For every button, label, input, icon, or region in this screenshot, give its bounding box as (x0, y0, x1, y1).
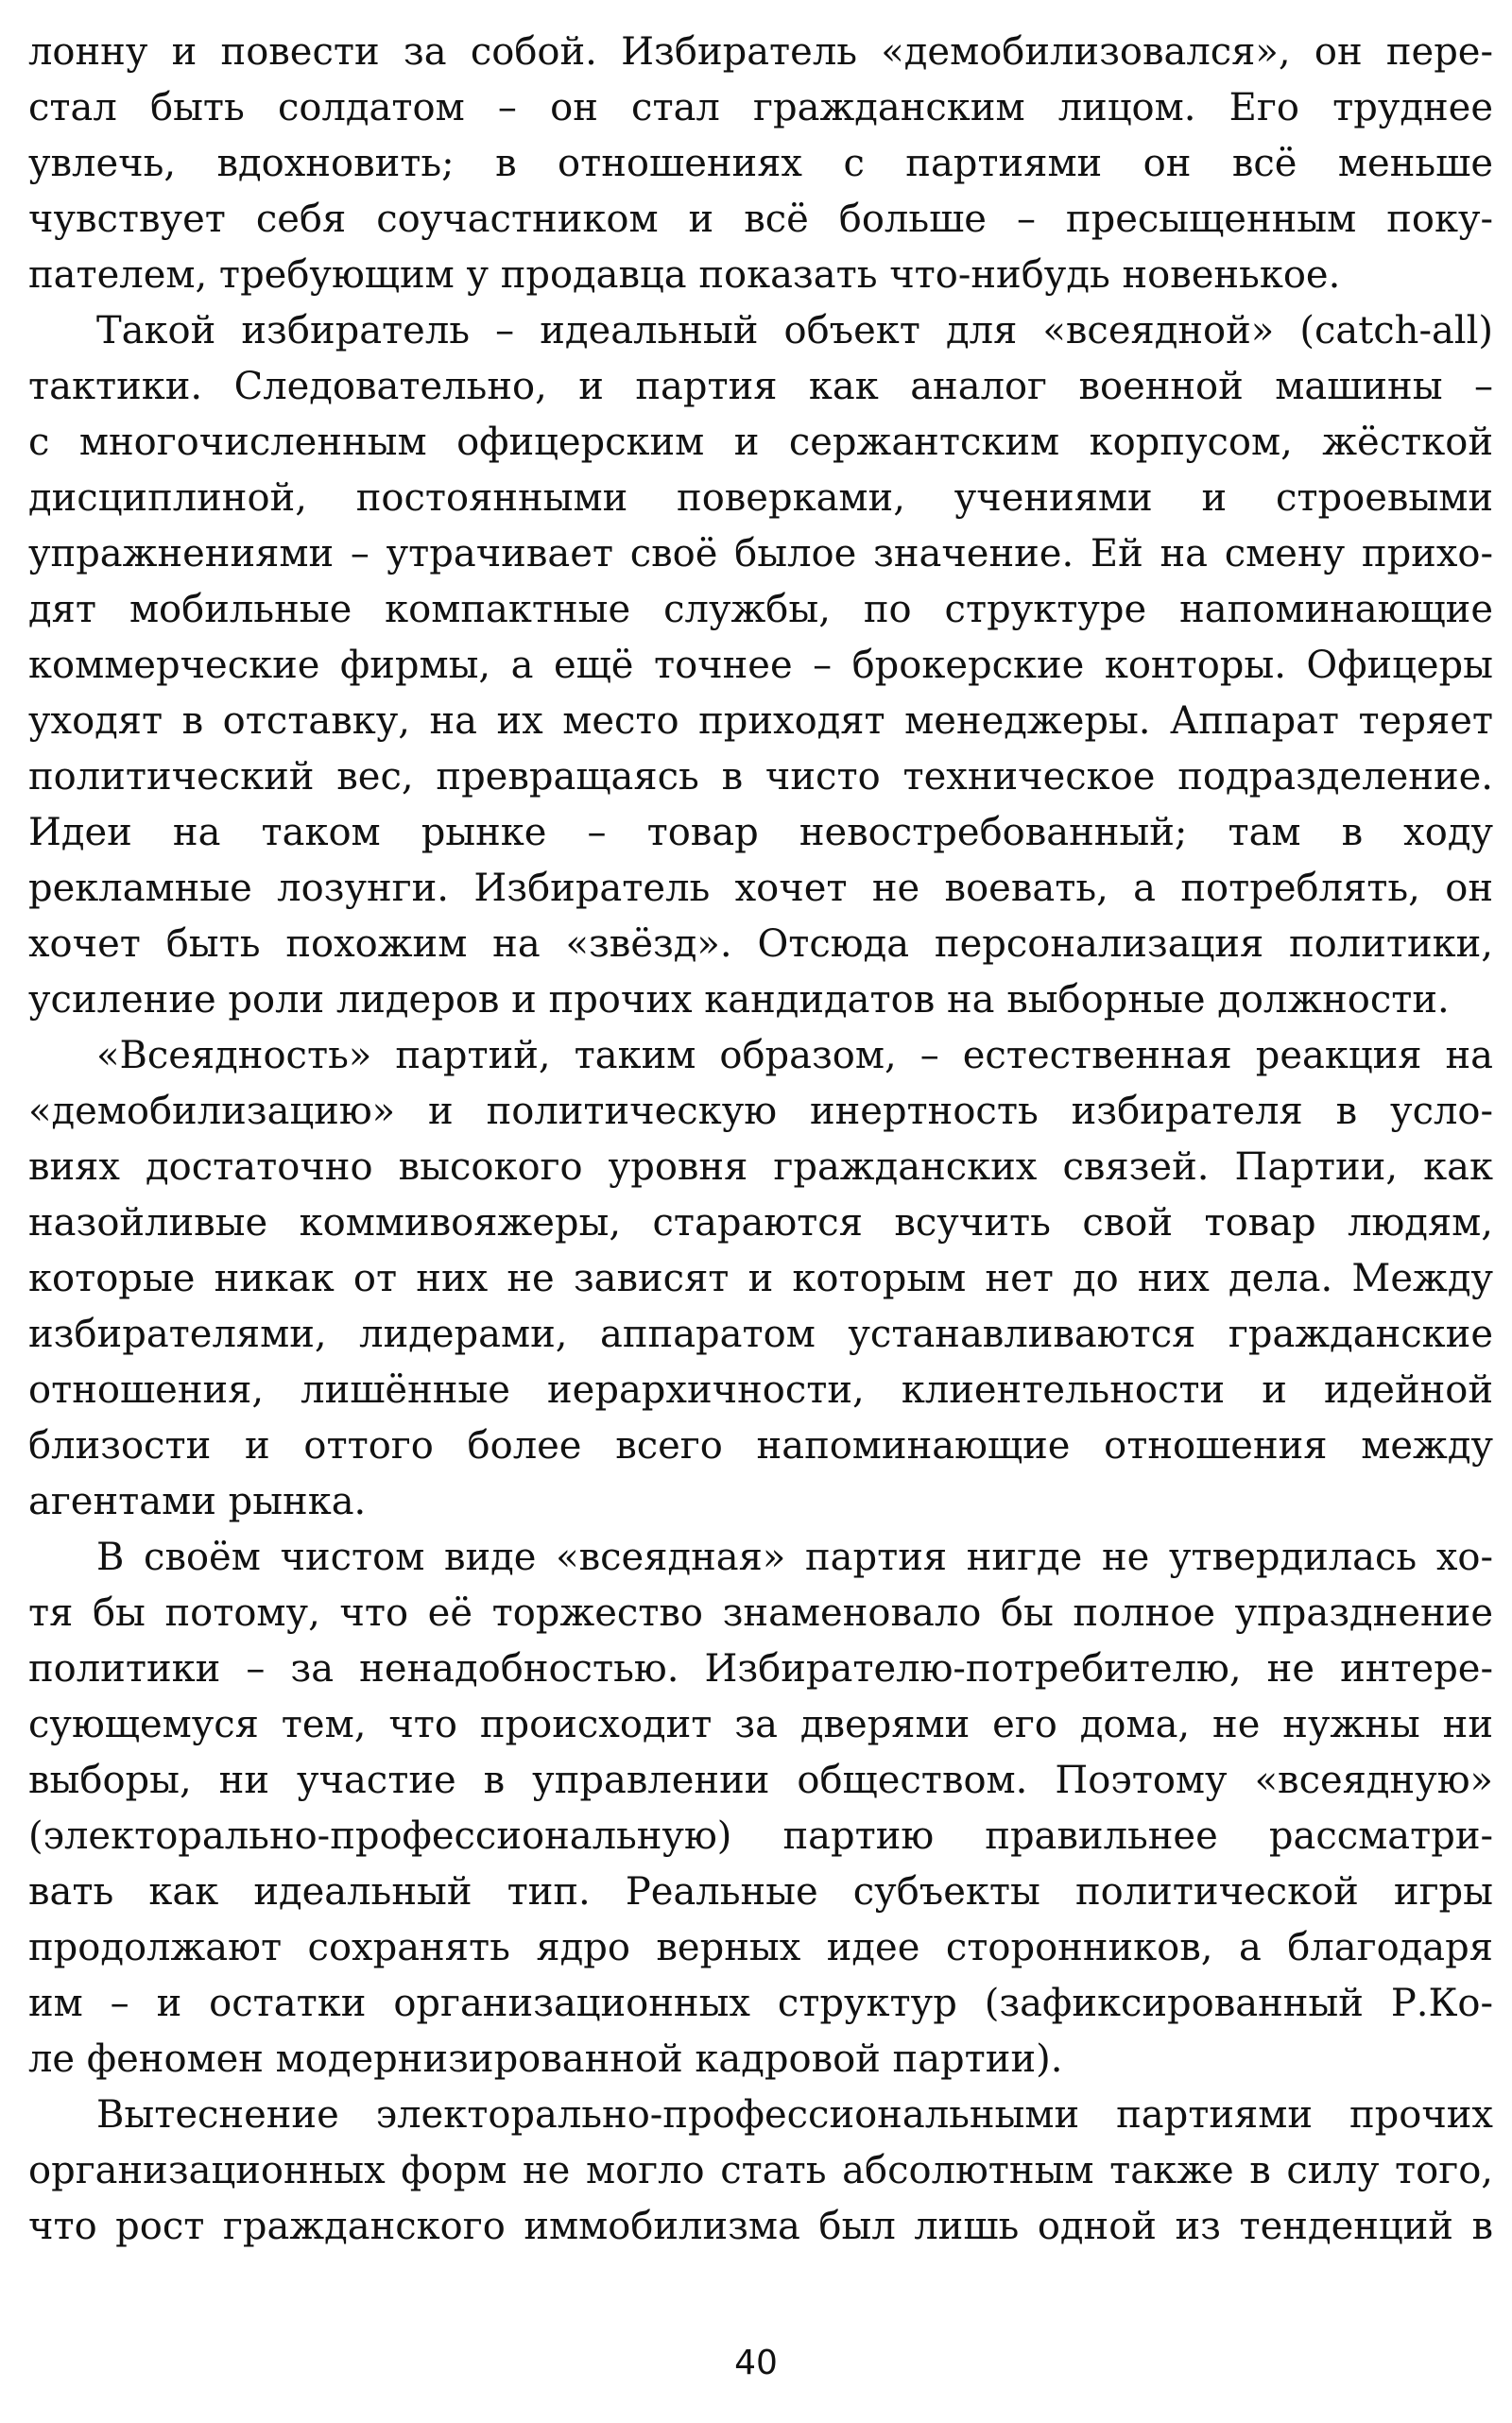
page-body (28, 25, 1493, 2311)
paragraph (28, 303, 1493, 1028)
text-line: организационных форм не могло стать абсолютным также в силу того, (28, 2149, 1493, 2192)
text-line: чувствует себя соучастником и всё больше – пресыщенным поку- (28, 198, 1493, 241)
text-line: Вытеснение электорально-профессиональными партиями прочих (96, 2093, 1493, 2137)
text-line: «демобилизацию» и политическую инертность избирателя в усло- (28, 1090, 1493, 1133)
text-line: увлечь, вдохновить; в отношениях с партиями он всё меньше (28, 142, 1493, 185)
text-line: (электорально-профессиональную) партию правильнее рассматри- (28, 1814, 1493, 1858)
text-line: «Всеядность» партий, таким образом, – естественная реакция на (96, 1034, 1493, 1077)
text-line: политики – за ненадобностью. Избирателю-потребителю, не интере- (28, 1647, 1493, 1691)
text-line: Идеи на таком рынке – товар невостребованный; там в ходу (28, 811, 1493, 854)
text-line: вать как идеальный тип. Реальные субъекты политической игры (28, 1870, 1493, 1914)
text-line: назойливые коммивояжеры, стараются всучить свой товар людям, (28, 1201, 1493, 1245)
page-number: 40 (734, 2344, 778, 2382)
text-line: дисциплиной, постоянными поверками, учениями и строевыми (28, 476, 1493, 520)
text-line: избирателями, лидерами, аппаратом устанавливаются гражданские (28, 1313, 1493, 1356)
text-line: тя бы потому, что её торжество знаменовало бы полное упразднение (28, 1591, 1493, 1635)
text-line: Такой избиратель – идеальный объект для «всеядной» (catch-all) (96, 309, 1493, 352)
text-line: продолжают сохранять ядро верных идее сторонников, а благодаря (28, 1926, 1493, 1969)
text-line: что рост гражданского иммобилизма был лишь одной из тенденций в (28, 2205, 1493, 2248)
text-line: уходят в отставку, на их место приходят менеджеры. Аппарат теряет (28, 699, 1493, 743)
text-line: В своём чистом виде «всеядная» партия нигде не утвердилась хо- (96, 1536, 1493, 1579)
text-line: агентами рынка. (28, 1480, 367, 1523)
text-line: стал быть солдатом – он стал гражданским лицом. Его труднее (28, 86, 1493, 129)
paragraph (28, 1028, 1493, 1530)
text-line: виях достаточно высокого уровня гражданских связей. Партии, как (28, 1145, 1493, 1189)
text-line: усиление роли лидеров и прочих кандидатов на выборные должности. (28, 978, 1450, 1022)
text-line: ле феномен модернизированной кадровой партии). (28, 2037, 1063, 2081)
paragraph (28, 1530, 1493, 2088)
paragraph (28, 2088, 1493, 2255)
text-line: отношения, лишённые иерархичности, клиентельности и идейной (28, 1368, 1493, 1412)
text-line: рекламные лозунги. Избиратель хочет не воевать, а потреблять, он (28, 867, 1493, 910)
text-line: с многочисленным офицерским и сержантским корпусом, жёсткой (28, 421, 1493, 464)
text-line: хочет быть похожим на «звёзд». Отсюда персонализация политики, (28, 922, 1493, 966)
text-line: им – и остатки организационных структур (зафиксированный Р.Ко- (28, 1982, 1493, 2025)
text-line: которые никак от них не зависят и которым нет до них дела. Между (28, 1257, 1493, 1300)
paragraph (28, 25, 1493, 303)
text-line: политический вес, превращаясь в чисто техническое подразделение. (28, 755, 1493, 799)
text-line: коммерческие фирмы, а ещё точнее – брокерские конторы. Офицеры (28, 644, 1493, 687)
text-line: близости и оттого более всего напоминающие отношения между (28, 1424, 1493, 1468)
text-line: тактики. Следовательно, и партия как аналог военной машины – (28, 365, 1493, 408)
text-line: дят мобильные компактные службы, по структуре напоминающие (28, 588, 1493, 631)
text-line: лонну и повести за собой. Избиратель «демобилизовался», он пере- (28, 30, 1493, 74)
text-line: упражнениями – утрачивает своё былое значение. Ей на смену прихо- (28, 532, 1493, 576)
text-line: сующемуся тем, что происходит за дверями его дома, не нужны ни (28, 1703, 1493, 1746)
text-line: пателем, требующим у продавца показать что-нибудь новенькое. (28, 253, 1341, 297)
text-line: выборы, ни участие в управлении обществом. Поэтому «всеядную» (28, 1759, 1493, 1802)
